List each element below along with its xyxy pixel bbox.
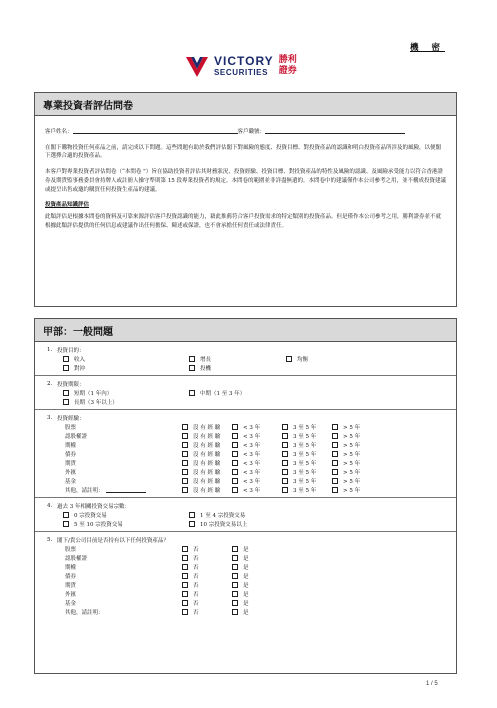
checkbox[interactable] [189, 365, 195, 371]
checkbox[interactable] [332, 451, 338, 457]
checkbox[interactable] [232, 609, 238, 615]
experience-product-label: 其他，請註明： [65, 487, 104, 494]
intro-paragraph-1: 在閣下購物投資任何產品之前，請完成以下問題。這些問題有助於我們評估閣下對風險的態度、投資目標、對投資產品的認識和明白投資產品所涉及的風險，以便閣下選擇合適的投資產品。 [45, 144, 442, 160]
holding-row: 認股權證 否 是 [65, 555, 249, 562]
experience-product-label: 外匯 [65, 469, 77, 476]
question-5: 5. 閣下/貴公司目前是否持有以下任何投資產品？ 股票 否 是 認股權證 否 是 期權 否 是 債券 否 是 期貨 否 是 外匯 否 是 基金 否 是 其他，請註明： 否 是 [35, 532, 456, 619]
checkbox[interactable] [182, 433, 188, 439]
question-2-text: 投資期限： [57, 381, 85, 388]
client-name-label: 客戶姓名： [45, 129, 73, 135]
checkbox[interactable] [182, 460, 188, 466]
intro-section [34, 92, 457, 307]
question-1-text: 投資目的： [57, 347, 85, 354]
question-1: 1. 投資目的： 收入 增長 均衡 對沖 投機 [35, 342, 456, 376]
checkbox[interactable] [332, 424, 338, 430]
experience-row: 外匯 沒 有 經 驗 < 3 年 3 至 5 年 > 5 年 [65, 469, 361, 476]
checkbox[interactable] [232, 469, 238, 475]
victory-logo-icon [184, 53, 210, 79]
checkbox[interactable] [182, 546, 188, 552]
checkbox[interactable] [63, 399, 69, 405]
checkbox[interactable] [232, 582, 238, 588]
checkbox[interactable] [232, 460, 238, 466]
client-role-field[interactable] [265, 128, 405, 134]
checkbox[interactable] [182, 451, 188, 457]
holding-row: 股票 否 是 [65, 546, 249, 553]
holding-product-label: 期權 [65, 564, 77, 571]
question-5-text: 閣下/貴公司目前是否持有以下任何投資產品？ [57, 537, 169, 544]
checkbox[interactable] [232, 600, 238, 606]
checkbox[interactable] [189, 356, 195, 362]
checkbox[interactable] [182, 609, 188, 615]
experience-row: 期貨 沒 有 經 驗 < 3 年 3 至 5 年 > 5 年 [65, 460, 361, 467]
checkbox[interactable] [282, 442, 288, 448]
checkbox[interactable] [282, 487, 288, 493]
logo-word-securities: SECURITIES [214, 68, 269, 77]
checkbox[interactable] [182, 487, 188, 493]
checkbox[interactable] [232, 424, 238, 430]
experience-product-label: 基金 [65, 478, 77, 485]
checkbox[interactable] [182, 424, 188, 430]
experience-product-label: 期權 [65, 442, 77, 449]
checkbox[interactable] [282, 469, 288, 475]
checkbox[interactable] [286, 356, 292, 362]
holding-product-label: 期貨 [65, 582, 77, 589]
checkbox[interactable] [332, 460, 338, 466]
question-4-text: 過去 3 年相關投資交易宗數： [57, 503, 130, 510]
experience-row: 其他，請註明： 沒 有 經 驗 < 3 年 3 至 5 年 > 5 年 [65, 487, 361, 494]
question-3-text: 投資經驗： [57, 415, 85, 422]
holding-product-label: 外匯 [65, 591, 77, 598]
logo-cn-2: 證券 [278, 66, 297, 76]
page-number: 1 / 5 [426, 681, 438, 687]
checkbox[interactable] [232, 573, 238, 579]
checkbox[interactable] [182, 573, 188, 579]
checkbox[interactable] [182, 582, 188, 588]
checkbox[interactable] [189, 521, 195, 527]
checkbox[interactable] [182, 564, 188, 570]
experience-product-label: 期貨 [65, 460, 77, 467]
checkbox[interactable] [182, 600, 188, 606]
checkbox[interactable] [332, 469, 338, 475]
checkbox[interactable] [63, 365, 69, 371]
checkbox[interactable] [232, 478, 238, 484]
experience-row: 債券 沒 有 經 驗 < 3 年 3 至 5 年 > 5 年 [65, 451, 361, 458]
checkbox[interactable] [232, 433, 238, 439]
question-2: 2. 投資期限： 短期（1 年內） 中期（1 至 3 年） 長期（3 年以上） [35, 376, 456, 410]
intro-paragraph-2: 本客戶對專業投資者評估問卷（“本問卷 ”）旨在協助投資者評估其財務狀況、投資經驗、投資目標、對投資產品的特性及風險的認識、及風險承受能力以符合香港證券及期貨監事務委員會持牌人或註冊人操守準則第 15 段專業投資者的規定。本問卷的範圍並非詳盡無遺的。本問卷中的建議僅作本公司參考之用，並不構成投資建議或提呈出售或邀約購買任何投資生產品的建議。 [45, 169, 447, 193]
checkbox[interactable] [282, 433, 288, 439]
holding-row: 期貨 否 是 [65, 582, 249, 589]
checkbox[interactable] [232, 546, 238, 552]
checkbox[interactable] [332, 433, 338, 439]
holding-product-label: 其他，請註明： [65, 609, 104, 616]
experience-row: 股票 沒 有 經 驗 < 3 年 3 至 5 年 > 5 年 [65, 424, 361, 431]
checkbox[interactable] [63, 390, 69, 396]
holding-row: 其他，請註明： 否 是 [65, 609, 249, 616]
checkbox[interactable] [63, 521, 69, 527]
checkbox[interactable] [182, 555, 188, 561]
question-4: 4. 過去 3 年相關投資交易宗數： 0 宗投資交易 1 至 4 宗投資交易 5 至 10 宗投資交易 10 宗投資交易以上 [35, 498, 456, 532]
checkbox[interactable] [189, 390, 195, 396]
holding-row: 基金 否 是 [65, 600, 249, 607]
checkbox[interactable] [182, 469, 188, 475]
experience-product-label: 認股權證 [65, 433, 88, 440]
intro-paragraph-3: 此類評估是根據本問卷的資料及可靠來源評估客戶投資認識的能力，藉此推薦符合客戶投資需求的特定類別的投資產品。但是僅作本公司參考之用，勝利證券並不就根據此類評估提供的任何信息或建議作出任何擔保、陳述或保證，也不會承擔任何責任或法律責任。 [45, 213, 442, 229]
checkbox[interactable] [282, 451, 288, 457]
client-name-field[interactable] [73, 128, 238, 134]
checkbox[interactable] [232, 442, 238, 448]
experience-row: 期權 沒 有 經 驗 < 3 年 3 至 5 年 > 5 年 [65, 442, 361, 449]
question-3: 3. 投資經驗： 股票 沒 有 經 驗 < 3 年 3 至 5 年 > 5 年 認股權證 沒 有 經 驗 < 3 年 3 至 5 年 > 5 年 期權 沒 有 經 驗 < 3 年 3 至 5 年 > 5 年 債券 沒 有 經 驗 < 3 年 3 至 5 年 > 5 年 期貨 沒 有 經 驗 < 3 年 3 至 5 年 > 5 年 外匯 沒 有 經 驗 < 3 年 3 至 5 年 > 5 年 基金 沒 有 經 驗 < 3 年 3 至 5 年 > 5 年 其他，請註明： 沒 有 經 驗 < 3 年 3 至 5 年 > 5 年 [35, 410, 456, 498]
holding-row: 期權 否 是 [65, 564, 249, 571]
checkbox[interactable] [182, 591, 188, 597]
checkbox[interactable] [63, 356, 69, 362]
company-logo [184, 53, 314, 79]
holding-product-label: 基金 [65, 600, 77, 607]
holding-product-label: 認股權證 [65, 555, 88, 562]
logo-cn-1: 勝利 [278, 55, 297, 65]
checkbox[interactable] [182, 478, 188, 484]
holding-product-label: 股票 [65, 546, 77, 553]
experience-product-label: 債券 [65, 451, 77, 458]
holding-product-label: 債券 [65, 573, 77, 580]
checkbox[interactable] [232, 564, 238, 570]
knowledge-subheading: 投資產品知識評估 [45, 202, 90, 209]
checkbox[interactable] [332, 442, 338, 448]
other-specify-field[interactable] [106, 487, 146, 493]
experience-product-label: 股票 [65, 424, 77, 431]
checkbox[interactable] [232, 555, 238, 561]
checkbox[interactable] [282, 478, 288, 484]
checkbox[interactable] [189, 512, 195, 518]
part1-title: 甲部：一般問題 [35, 319, 456, 342]
experience-row: 認股權證 沒 有 經 驗 < 3 年 3 至 5 年 > 5 年 [65, 433, 361, 440]
checkbox[interactable] [282, 460, 288, 466]
checkbox[interactable] [332, 478, 338, 484]
client-role-label: 客戶職號： [237, 129, 266, 135]
checkbox[interactable] [232, 451, 238, 457]
checkbox[interactable] [232, 487, 238, 493]
checkbox[interactable] [182, 442, 188, 448]
checkbox[interactable] [332, 487, 338, 493]
checkbox[interactable] [63, 512, 69, 518]
form-title: 專業投資者評估問卷 [35, 93, 456, 116]
checkbox[interactable] [282, 424, 288, 430]
confidential-mark: 機 密 [410, 43, 445, 53]
checkbox[interactable] [232, 591, 238, 597]
holding-row: 外匯 否 是 [65, 591, 249, 598]
part1-section [34, 318, 457, 674]
logo-word-victory: VICTORY [214, 54, 274, 68]
holding-row: 債券 否 是 [65, 573, 249, 580]
experience-row: 基金 沒 有 經 驗 < 3 年 3 至 5 年 > 5 年 [65, 478, 361, 485]
